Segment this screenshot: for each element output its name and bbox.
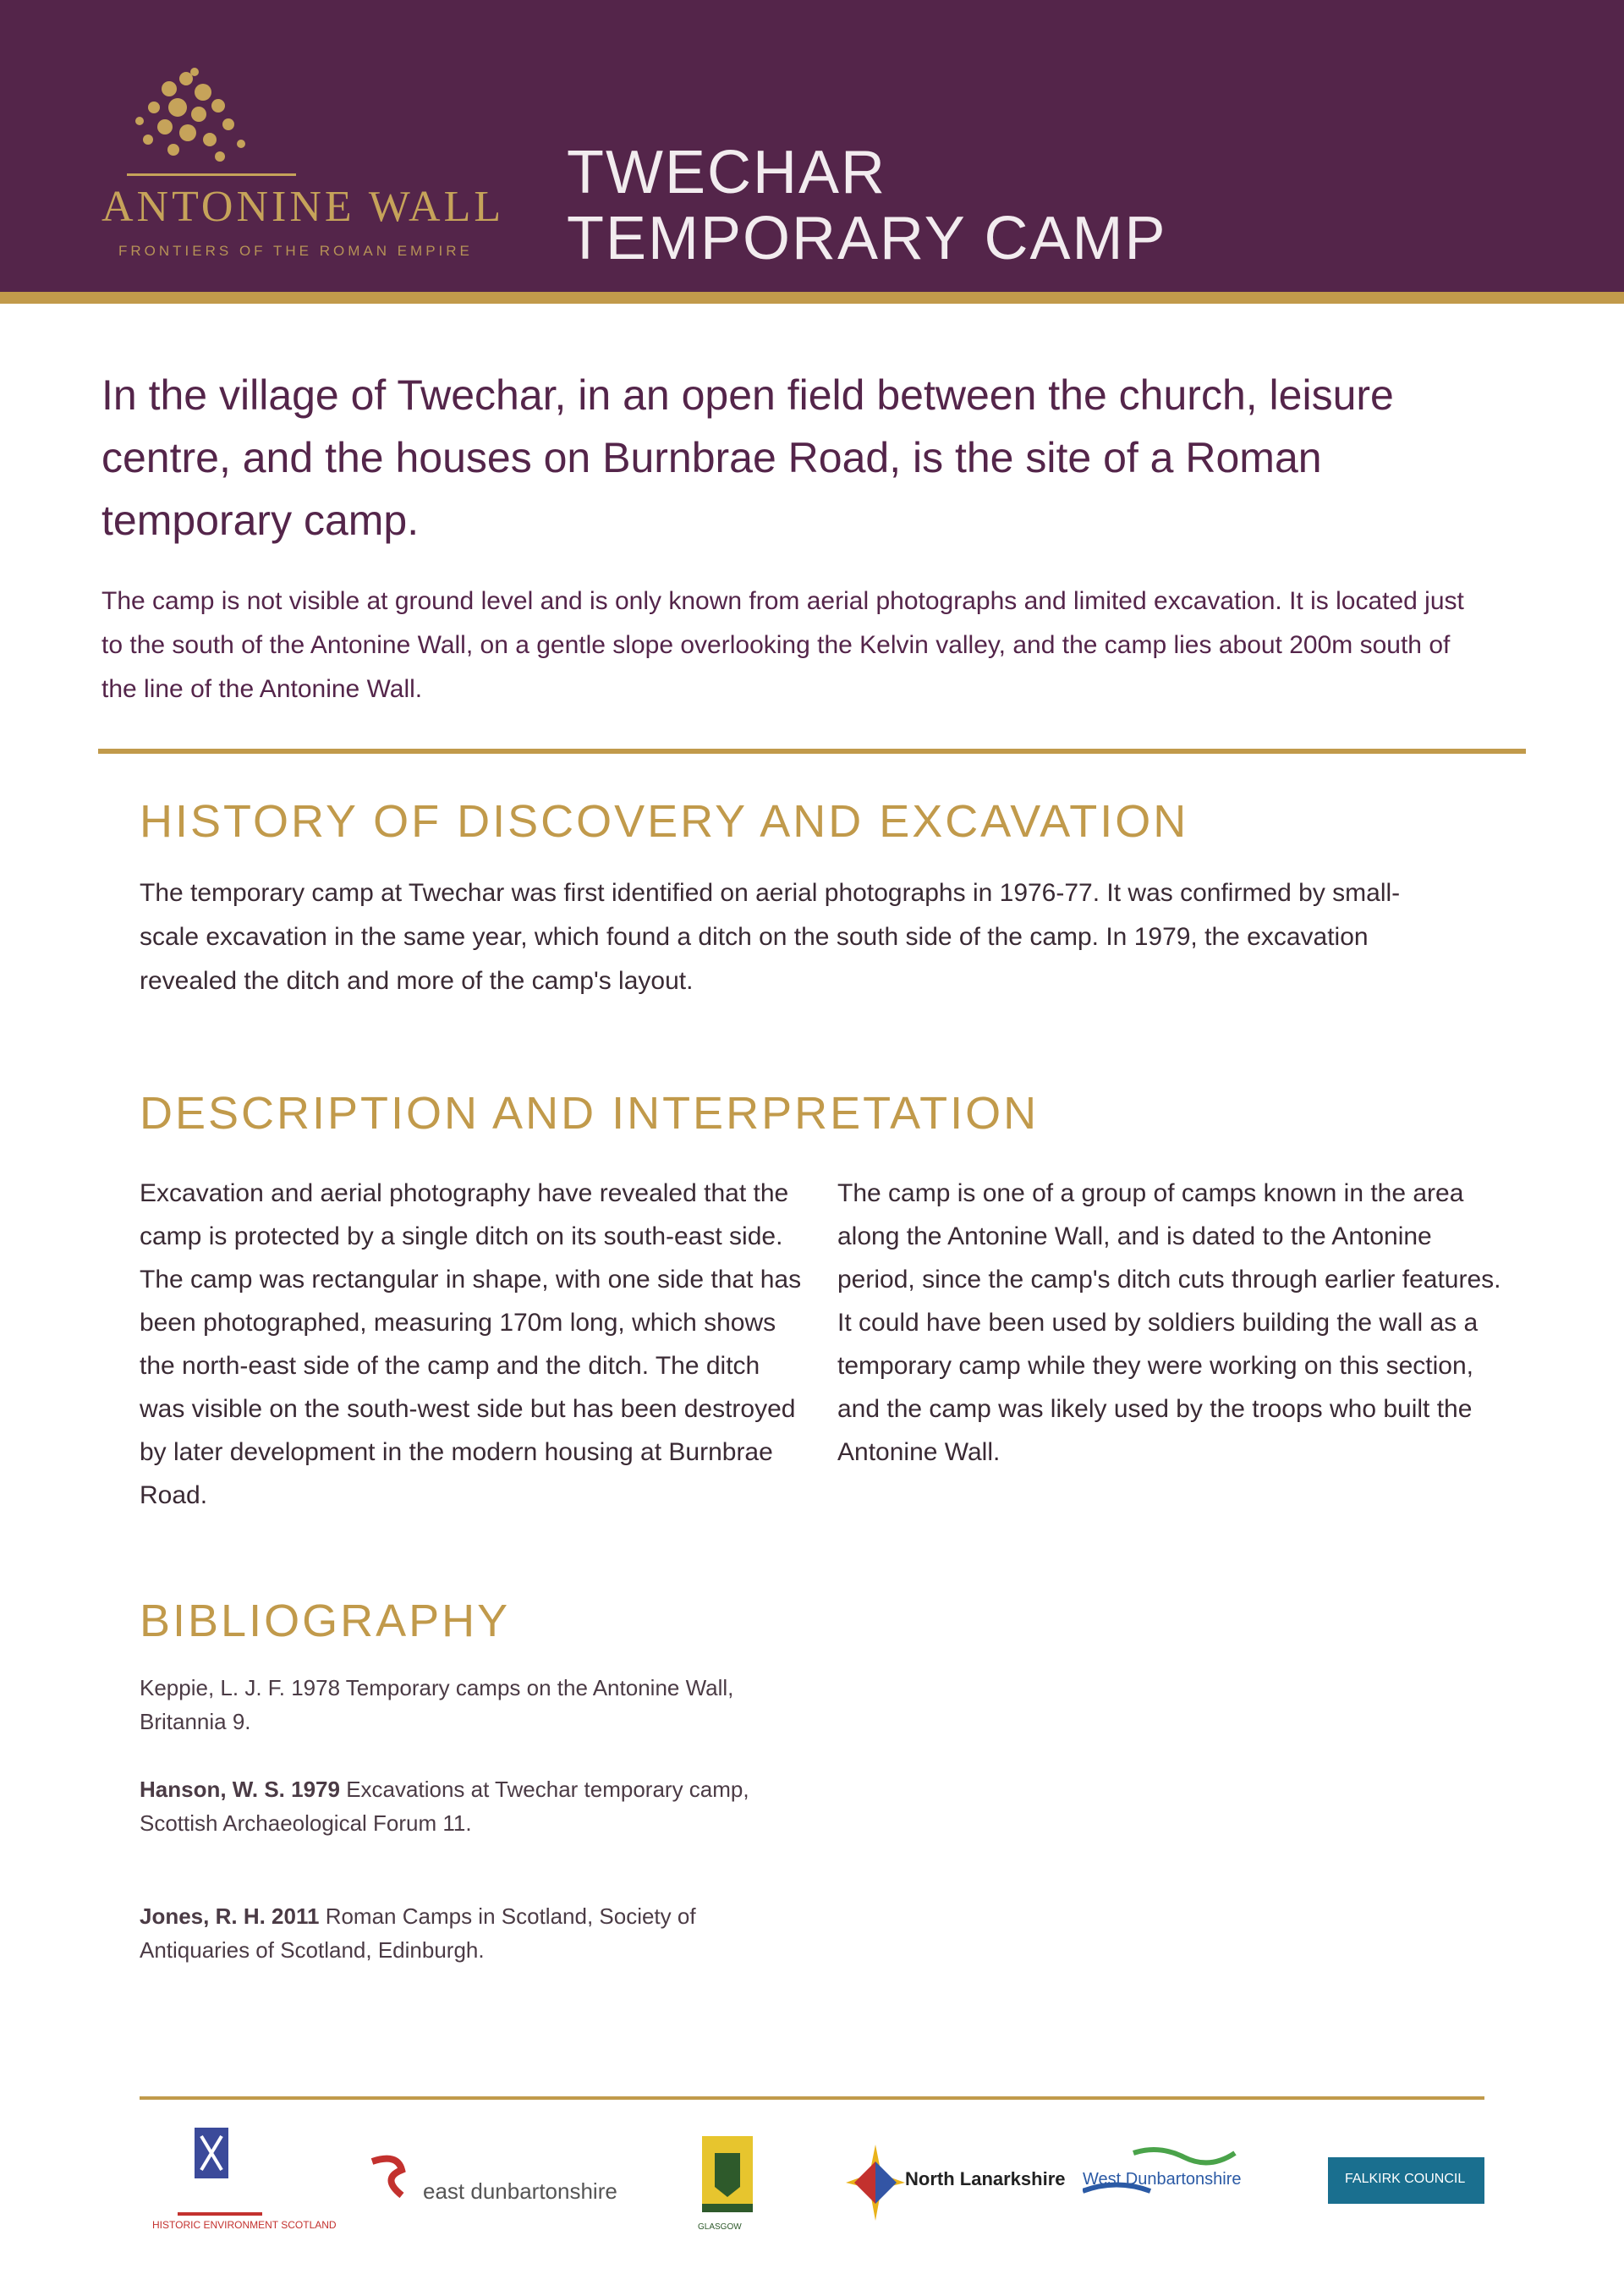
partner-logo-east-dunbartonshire — [364, 2119, 617, 2238]
title-line-1: TWECHAR — [567, 139, 886, 206]
partner-label: West Dunbartonshire — [1083, 2170, 1242, 2189]
partner-label: North Lanarkshire — [905, 2168, 1066, 2189]
brand-tagline: FRONTIERS OF THE ROMAN EMPIRE — [118, 243, 473, 259]
nl-star-icon — [846, 2145, 905, 2221]
partner-logo-falkirk — [1328, 2119, 1484, 2238]
description-column-right: The camp is one of a group of camps known in the area along the Antonine Wall, and is dated to the Antonine period, since the camp's ditch cuts through earlier features. It could have been used by soldiers building the wall as a temporary camp while they were working on this section, and the camp was likely used by the troops who built the Antonine Wall. — [837, 1179, 1501, 1466]
partner-label: FALKIRK COUNCIL — [1345, 2172, 1466, 2186]
bibliography-item — [140, 1671, 782, 1738]
tree-emblem-icon — [93, 55, 313, 199]
section-divider — [98, 749, 1526, 754]
bibliography-item — [140, 1772, 782, 1840]
intro-body: The camp is not visible at ground level and is only known from aerial photographs and limited excavation. It is located just to the south of the Antonine Wall, on a gentle slope overlooking the Kelvin valley, and the camp lies about 200m south of the line of the Antonine Wall. — [102, 587, 1464, 703]
partner-label: HISTORIC ENVIRONMENT SCOTLAND — [152, 2219, 337, 2231]
partner-logo-hes — [152, 2119, 337, 2238]
bibliography-item — [140, 1899, 782, 1967]
footer-rule — [140, 2096, 1484, 2100]
bibliography-text: Keppie, L. J. F. 1978 Temporary camps on the Antonine Wall, Britannia 9. — [140, 1675, 734, 1734]
description-column-left: Excavation and aerial photography have revealed that the camp is protected by a single ditch on its south-east side. The camp was rectangular in shape, with one side that has been photographed, measuring 170m long, which shows the north-east side of the camp and the ditch. The ditch was visible on the south-west side but has been destroyed by later development in the modern housing at Burnbrae Road. — [140, 1179, 802, 1509]
bibliography-heading: BIBLIOGRAPHY — [140, 1596, 511, 1646]
page-title — [567, 140, 1166, 272]
partner-logo-west-dunbartonshire — [1083, 2119, 1243, 2238]
bibliography-text: Excavations at Twechar temporary camp, Scottish Archaeological Forum 11. — [140, 1777, 749, 1836]
partner-label: east dunbartonshire — [423, 2178, 617, 2204]
title-line-2: TEMPORARY CAMP — [567, 205, 1167, 272]
description-heading: DESCRIPTION AND INTERPRETATION — [140, 1088, 1040, 1139]
partner-logo-north-lanarkshire — [846, 2119, 1066, 2238]
partner-label: GLASGOW — [698, 2222, 742, 2232]
header-gold-rule — [0, 292, 1624, 304]
bibliography-author: Jones, R. H. 2011 — [140, 1903, 320, 1929]
history-heading: HISTORY OF DISCOVERY AND EXCAVATION — [140, 796, 1189, 847]
header-band — [0, 0, 1624, 292]
partner-logo-glasgow — [698, 2119, 757, 2238]
history-text: The temporary camp at Twechar was first identified on aerial photographs in 1976-77. It was confirmed by small-scale excavation in the same year, which found a ditch on the south side of the camp. In 1979, the excavation revealed the ditch and more of the camp's layout. — [140, 879, 1401, 995]
ed-swirl-icon — [364, 2145, 414, 2212]
bibliography-text: Roman Camps in Scotland, Society of Antiquaries of Scotland, Edinburgh. — [140, 1903, 696, 1963]
glasgow-crest-icon — [698, 2119, 757, 2221]
bibliography-author: Hanson, W. S. 1979 — [140, 1777, 340, 1802]
antonine-wall-logo — [93, 55, 505, 266]
intro-lead: In the village of Twechar, in an open field between the church, leisure centre, and the houses on Burnbrae Road, is the site of a Roman temporary camp. — [102, 371, 1394, 544]
brand-name: ANTONINE WALL — [102, 183, 505, 231]
